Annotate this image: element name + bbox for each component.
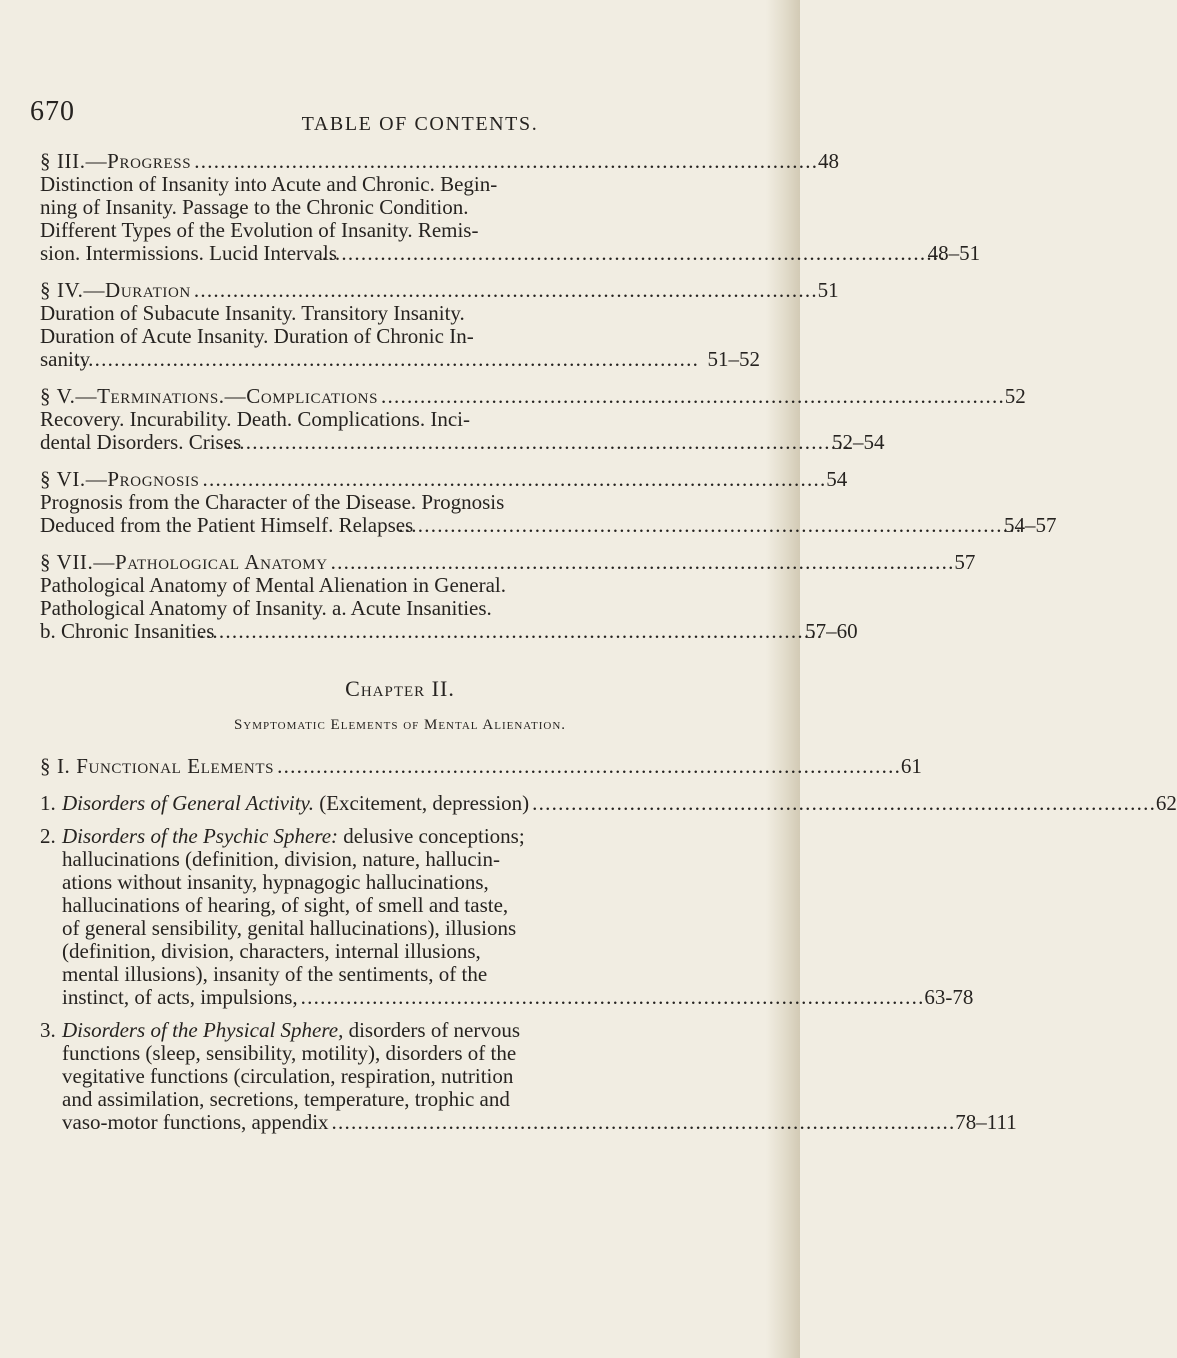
section-page: 61 <box>900 754 922 778</box>
item-text: disorders of nervous <box>348 1018 521 1042</box>
item-pages: 78–111 <box>955 1110 1017 1134</box>
toc-section-functional <box>40 754 922 778</box>
dot-leader <box>301 986 922 1009</box>
section-page: 57 <box>954 550 976 574</box>
section-page: 48 <box>817 149 839 173</box>
dot-leader <box>217 620 820 643</box>
dot-leader <box>93 348 722 371</box>
description-line: Duration of Subacute Insanity. Transitory Insanity. <box>40 301 465 325</box>
item-line: vegitative functions (circulation, respiration, nutrition <box>62 1064 514 1088</box>
page-number: 670 <box>30 96 75 127</box>
section-description <box>40 407 885 454</box>
section-page: 54 <box>826 467 848 491</box>
item-text: (Excitement, depression) <box>319 791 530 815</box>
section-heading-line <box>40 149 839 173</box>
description-line: Distinction of Insanity into Acute and Chronic. Begin- <box>40 172 498 196</box>
section-heading-line <box>40 754 922 778</box>
item-title: Disorders of General Activity. <box>62 791 314 815</box>
item-pages: 63-78 <box>924 985 974 1009</box>
item-title: Disorders of the Physical Sphere, <box>62 1018 344 1042</box>
item-line: (definition, division, characters, internal illusions, <box>62 939 481 963</box>
description-line: Different Types of the Evolution of Insanity. Remis- <box>40 218 479 242</box>
section-heading: § IV.—Duration <box>40 278 191 302</box>
item-number: 2. <box>40 824 56 848</box>
dot-leader <box>532 792 1153 815</box>
toc-section <box>40 384 1026 454</box>
section-description <box>40 573 858 643</box>
item-text: delusive conceptions; <box>343 824 525 848</box>
description-last-line <box>40 619 858 643</box>
toc-item <box>40 824 974 1009</box>
chapter-title: Chapter II. <box>345 676 455 701</box>
item-first-line <box>62 1019 1017 1042</box>
item-line: ations without insanity, hypnagogic hallucinations, <box>62 870 489 894</box>
description-text: sion. Intermissions. Lucid Intervals <box>40 241 337 265</box>
description-pages: 48–51 <box>927 241 981 265</box>
toc-section <box>40 278 839 371</box>
description-last-line <box>40 430 885 454</box>
item-line: hallucinations of hearing, of sight, of smell and taste, <box>62 893 509 917</box>
description-text: Deduced from the Patient Himself. Relapses <box>40 513 414 537</box>
description-line: Pathological Anatomy of Insanity. a. Acute Insanities. <box>40 596 492 620</box>
page-edge-shadow <box>766 0 800 1358</box>
dot-leader <box>332 1111 953 1134</box>
section-description <box>40 490 1057 537</box>
section-page: 52 <box>1004 384 1026 408</box>
description-pages: 52–54 <box>831 430 885 454</box>
description-pages: 54–57 <box>1003 513 1057 537</box>
section-heading: § III.—Progress <box>40 149 192 173</box>
description-line: ning of Insanity. Passage to the Chronic Condition. <box>40 195 469 219</box>
dot-leader <box>194 279 815 302</box>
toc-content <box>40 149 1177 1144</box>
section-heading-line <box>40 278 839 302</box>
description-last-line <box>40 241 981 265</box>
chapter-subtitle: Symptomatic Elements of Mental Alienation. <box>233 717 567 733</box>
description-text: b. Chronic Insanities <box>40 619 215 643</box>
item-line: mental illusions), insanity of the sentiments, of the <box>62 962 488 986</box>
item-line: functions (sleep, sensibility, motility), disorders of the <box>62 1041 517 1065</box>
item-number: 1. <box>40 791 56 815</box>
description-text: dental Disorders. Crises <box>40 430 242 454</box>
section-heading-line <box>40 467 848 491</box>
section-heading: § VI.—Prognosis <box>40 467 200 491</box>
item-line: of general sensibility, genital hallucinations), illusions <box>62 916 517 940</box>
item-body <box>62 825 973 1009</box>
description-last-line <box>40 513 1057 537</box>
item-last-line <box>62 986 973 1009</box>
section-heading-line <box>40 384 1026 408</box>
toc-sections <box>40 149 1057 643</box>
dot-leader <box>194 150 815 173</box>
toc-item <box>40 1018 1017 1134</box>
section-heading: § VII.—Pathological Anatomy <box>40 550 328 574</box>
description-pages: 57–60 <box>805 619 858 643</box>
item-body <box>62 792 1177 815</box>
dot-leader <box>277 755 898 778</box>
toc-section <box>40 467 1057 537</box>
dot-leader <box>381 385 1002 408</box>
toc-items <box>40 791 1177 1134</box>
dot-leader <box>244 431 847 454</box>
item-text: vaso-motor functions, appendix <box>62 1110 329 1134</box>
item-first-line <box>62 825 973 848</box>
description-text: sanity <box>40 347 91 371</box>
description-line: Prognosis from the Character of the Disease. Prognosis <box>40 490 505 514</box>
dot-leader <box>202 468 823 491</box>
item-body <box>62 1019 1017 1134</box>
description-last-line <box>40 347 760 371</box>
toc-item <box>40 791 1177 815</box>
description-line: Pathological Anatomy of Mental Alienation in General. <box>40 573 506 597</box>
section-description <box>40 172 981 265</box>
section-heading-line <box>40 550 976 574</box>
toc-section <box>40 149 981 265</box>
item-pages: 62 <box>1155 791 1177 815</box>
item-number: 3. <box>40 1018 56 1042</box>
section-heading: § V.—Terminations.—Complications <box>40 384 379 408</box>
dot-leader <box>331 551 952 574</box>
item-line: hallucinations (definition, division, nature, hallucin- <box>62 847 500 871</box>
description-pages: 51–52 <box>707 347 760 371</box>
description-line: Duration of Acute Insanity. Duration of Chronic In- <box>40 324 474 348</box>
item-line: and assimilation, secretions, temperature, trophic and <box>62 1087 510 1111</box>
item-last-line <box>62 1111 1017 1134</box>
section-heading: § I. Functional Elements <box>40 754 275 778</box>
item-last-line <box>62 792 1177 815</box>
running-title: TABLE OF CONTENTS. <box>301 113 539 135</box>
dot-leader <box>340 242 943 265</box>
section-page: 51 <box>817 278 839 302</box>
item-line-text <box>62 792 529 815</box>
dot-leader <box>416 514 1019 537</box>
description-line: Recovery. Incurability. Death. Complications. Inci- <box>40 407 470 431</box>
item-text: instinct, of acts, impulsions, <box>62 985 298 1009</box>
item-title: Disorders of the Psychic Sphere: <box>62 824 339 848</box>
toc-section <box>40 550 976 643</box>
section-description <box>40 302 760 371</box>
